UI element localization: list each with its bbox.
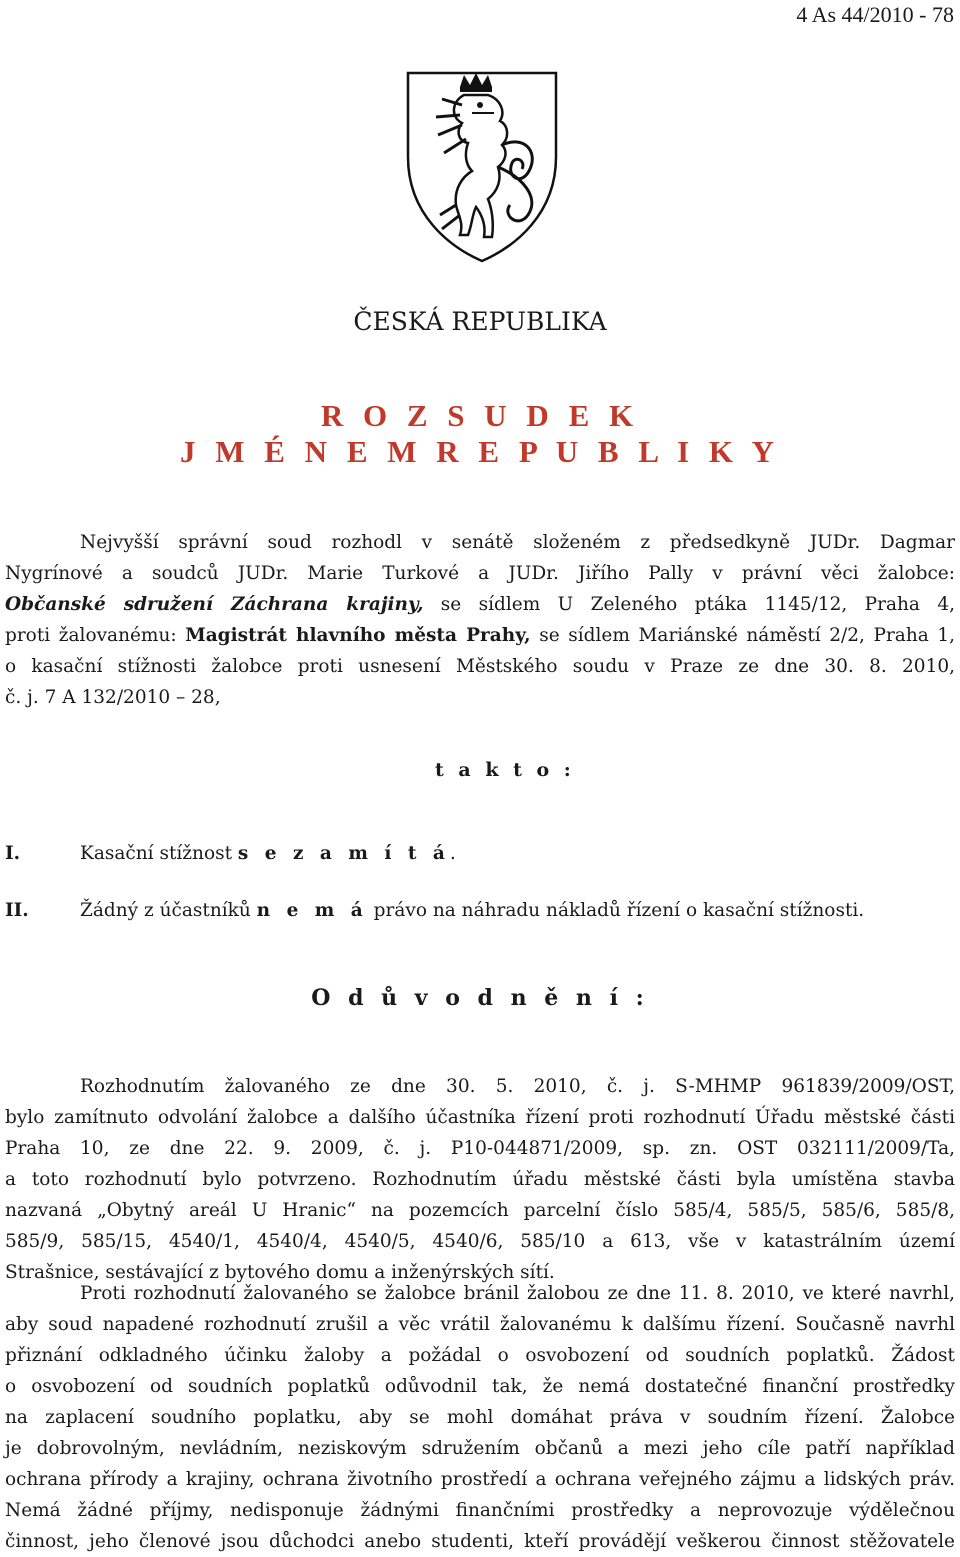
paragraph-line: o osvobození od soudních poplatků odůvodnil tak, že nemá dostatečné finanční prostředky [5, 1376, 955, 1397]
paragraph-line: je dobrovolným, nevládním, neziskovým sdružením občanů a mezi jeho cíle patří například [5, 1438, 955, 1459]
intro-line: o kasační stížnosti žalobce proti usnesení Městského soudu v Praze ze dne 30. 8. 2010, [5, 656, 955, 677]
plaintiff-address: se sídlem U Zeleného ptáka 1145/12, Praha 4, [423, 594, 955, 615]
paragraph-line: Rozhodnutím žalovaného ze dne 30. 5. 2010, č. j. S-MHMP 961839/2009/OST, [80, 1076, 955, 1097]
intro-line: č. j. 7 A 132/2010 – 28, [5, 687, 221, 708]
paragraph-line: Nemá žádné příjmy, nedisponuje žádnými finančními prostředky a neprovozuje výdělečnou [5, 1500, 955, 1521]
judgment-subtitle: J M É N E M R E P U B L I K Y [180, 434, 780, 469]
plaintiff-name: Občanské sdružení Záchrana krajiny, [5, 594, 424, 615]
paragraph-line: ochrana přírody a krajiny, ochrana životního prostředí a ochrana veřejného zájmu a lidských práv. [5, 1469, 955, 1490]
paragraph-line: 585/9, 585/15, 4540/1, 4540/4, 4540/5, 4540/6, 585/10 a 613, vše v katastrálním území [5, 1231, 955, 1252]
coat-of-arms-icon [402, 65, 562, 265]
paragraph-line: Proti rozhodnutí žalovaného se žalobce bránil žalobou ze dne 11. 8. 2010, ve které navrhl, [80, 1283, 955, 1304]
paragraph-line: činnost, jeho členové jsou důchodci anebo studenti, kteří provádějí veškerou činnost stěžovatele [5, 1531, 955, 1552]
paragraph-line: nazvaná „Obytný areál U Hranic“ na pozemcích parcelní číslo 585/4, 585/5, 585/6, 585/8, [5, 1200, 955, 1221]
intro-line [5, 589, 955, 620]
verdict-number: II. [5, 900, 29, 921]
intro-line: Nejvyšší správní soud rozhodl v senátě složeném z předsedkyně JUDr. Dagmar [80, 532, 955, 553]
verdict-text: Kasační stížnost s e z a m í t á. [80, 843, 456, 864]
reasoning-paragraph-2 [5, 1278, 955, 1557]
verdict-text: Žádný z účastníků n e m á právo na náhradu nákladů řízení o kasační stížnosti. [80, 900, 865, 921]
paragraph-line: přiznání odkladného účinku žaloby a požádal o osvobození od soudních poplatků. Žádost [5, 1345, 955, 1366]
paragraph-line: bylo zamítnuto odvolání žalobce a dalšího účastníka řízení proti rozhodnutí Úřadu městské části [5, 1107, 955, 1128]
defendant-address: se sídlem Mariánské náměstí 2/2, Praha 1, [530, 625, 955, 646]
country-name: ČESKÁ REPUBLIKA [353, 307, 607, 336]
intro-paragraph [5, 527, 955, 713]
paragraph-line: Strašnice, sestávající z bytového domu a inženýrských sítí. [5, 1262, 555, 1283]
takto-heading: t a k t o : [435, 759, 575, 781]
verdict-number: I. [5, 843, 21, 864]
case-number: 4 As 44/2010 - 78 [796, 2, 954, 27]
paragraph-line: Praha 10, ze dne 22. 9. 2009, č. j. P10-044871/2009, sp. zn. OST 032111/2009/Ta, [5, 1138, 955, 1159]
paragraph-line: aby soud napadené rozhodnutí zrušil a věc vrátil žalovanému k dalšímu řízení. Současně navrhl [5, 1314, 955, 1335]
defendant-prefix: proti žalovanému: [5, 625, 186, 646]
paragraph-line: a toto rozhodnutí bylo potvrzeno. Rozhodnutím úřadu městské části byla umístěna stavba [5, 1169, 955, 1190]
intro-line: Nygrínové a soudců JUDr. Marie Turkové a JUDr. Jiřího Pally v právní věci žalobce: [5, 563, 955, 584]
defendant-name: Magistrát hlavního města Prahy, [185, 625, 531, 646]
paragraph-line: na zaplacení soudního poplatku, aby se mohl domáhat práva v soudním řízení. Žalobce [5, 1407, 955, 1428]
reasoning-heading: O d ů v o d n ě n í : [311, 985, 649, 1011]
intro-line [5, 620, 955, 651]
reasoning-paragraph-1 [5, 1071, 955, 1288]
judgment-title: R O Z S U D E K [320, 398, 640, 433]
